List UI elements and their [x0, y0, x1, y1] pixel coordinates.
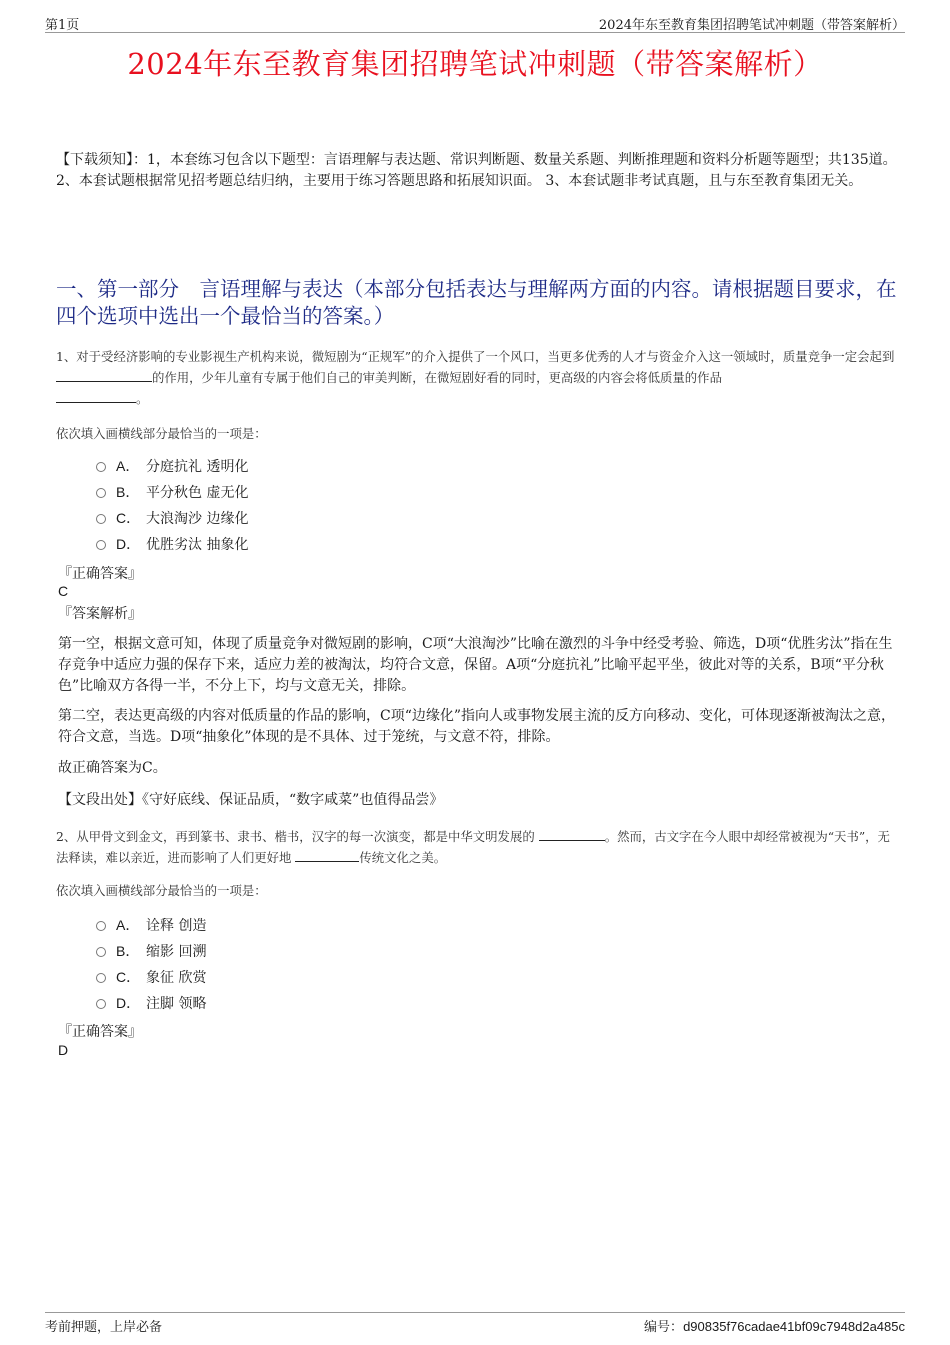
- option-b[interactable]: [96, 479, 248, 505]
- correct-answer: D: [58, 1042, 69, 1058]
- question-1-part-b: 的作用，少年儿童有专属于他们自己的审美判断，在微短剧好看的同时，更高级的内容会将低质量的作品: [152, 370, 722, 385]
- blank-1: [539, 828, 605, 841]
- question-2-part-a: 2、从甲骨文到金文，再到篆书、隶书、楷书，汉字的每一次演变，都是中华文明发展的: [56, 829, 535, 844]
- question-2-part-c: 传统文化之美。: [359, 850, 447, 865]
- analysis-paragraph-1: 第一空，根据文意可知，体现了质量竞争对微短剧的影响，C项“大浪淘沙”比喻在激烈的斗争中经受考验、筛选，D项“优胜劣汰”指在生存竞争中适应力强的保存下来，适应力差的被淘汰，均符合文意，保留。A项“分庭抗礼”比喻平起平坐，彼此对等的关系，B项“平分秋色”比喻双方各得一半，不分上下，均与文意无关，排除。: [58, 636, 893, 694]
- question-1-options: [96, 453, 248, 557]
- option-c[interactable]: [96, 964, 206, 990]
- option-letter: C．: [116, 510, 141, 526]
- option-letter: D．: [116, 536, 141, 552]
- question-2-options: [96, 912, 206, 1016]
- option-text: 大浪淘沙 边缘化: [146, 511, 249, 527]
- radio-icon[interactable]: [96, 514, 106, 524]
- option-text: 象征 欣赏: [146, 970, 207, 986]
- option-a[interactable]: [96, 912, 206, 938]
- question-2-prompt: 依次填入画横线部分最恰当的一项是：: [56, 883, 267, 898]
- radio-icon[interactable]: [96, 921, 106, 931]
- question-1-part-a: 1、对于受经济影响的专业影视生产机构来说，微短剧为“正规军”的介入提供了一个风口，当更多优秀的人才与资金介入这一领域时，质量竞争一定会起到: [56, 349, 895, 364]
- footer-slogan: 考前押题，上岸必备: [45, 1320, 163, 1335]
- radio-icon[interactable]: [96, 462, 106, 472]
- page-header: [45, 12, 905, 33]
- document-code: [644, 1316, 905, 1335]
- source-citation: 【文段出处】《守好底线、保证品质，“数字咸菜”也值得品尝》: [58, 792, 444, 808]
- option-letter: B．: [116, 484, 140, 500]
- option-a[interactable]: [96, 453, 248, 479]
- option-letter: B．: [116, 943, 140, 959]
- option-letter: A．: [116, 458, 140, 474]
- option-c[interactable]: [96, 505, 248, 531]
- radio-icon[interactable]: [96, 488, 106, 498]
- analysis-paragraph-2: 第二空，表达更高级的内容对低质量的作品的影响，C项“边缘化”指向人或事物发展主流的反方向移动、变化，可体现逐渐被淘汰之意，符合文意，当选。D项“抽象化”体现的是不具体、过于笼统，与文意不符，排除。: [58, 708, 896, 745]
- option-text: 诠释 创造: [146, 918, 207, 934]
- code-value: d90835f76cadae41bf09c7948d2a485c: [683, 1319, 905, 1334]
- radio-icon[interactable]: [96, 999, 106, 1009]
- radio-icon[interactable]: [96, 540, 106, 550]
- option-b[interactable]: [96, 938, 206, 964]
- download-notice: 【下载须知】：1，本套练习包含以下题型：言语理解与表达题、常识判断题、数量关系题、判断推理题和资料分析题等题型；共135道。 2、本套试题根据常见招考题总结归纳，主要用于练习答题思路和拓展知识面。 3、本套试题非考试真题，且与东至教育集团无关。: [56, 152, 897, 189]
- option-letter: A．: [116, 917, 140, 933]
- option-letter: D．: [116, 995, 141, 1011]
- section-title: 一、第一部分 言语理解与表达（本部分包括表达与理解两方面的内容。请根据题目要求，在四个选项中选出一个最恰当的答案。）: [56, 277, 897, 328]
- question-1-prompt: 依次填入画横线部分最恰当的一项是：: [56, 426, 267, 441]
- option-text: 分庭抗礼 透明化: [146, 459, 249, 475]
- radio-icon[interactable]: [96, 973, 106, 983]
- question-2-part-b: 。然而，古文字在今人眼中却经常被视为“天书”，无法释读，难以亲近，进而影响了人们更好地: [56, 829, 890, 865]
- analysis-conclusion: 故正确答案为C。: [58, 760, 167, 776]
- option-text: 平分秋色 虚无化: [146, 485, 249, 501]
- document-title: 2024年东至教育集团招聘笔试冲刺题（带答案解析）: [127, 47, 823, 81]
- question-1-text: [56, 346, 901, 409]
- answer-label: 『正确答案』: [58, 566, 142, 582]
- radio-icon[interactable]: [96, 947, 106, 957]
- blank-2: [56, 390, 136, 403]
- header-doc-title: 2024年东至教育集团招聘笔试冲刺题（带答案解析）: [598, 18, 905, 33]
- option-text: 优胜劣汰 抽象化: [146, 537, 249, 553]
- blank-2: [295, 849, 359, 862]
- answer-label: 『正确答案』: [58, 1024, 142, 1040]
- question-1-part-c: 。: [136, 391, 149, 406]
- option-d[interactable]: [96, 990, 206, 1016]
- page-number: 第1页: [45, 18, 80, 33]
- option-d[interactable]: [96, 531, 248, 557]
- analysis-label: 『答案解析』: [58, 606, 142, 622]
- correct-answer: C: [58, 583, 69, 599]
- option-text: 缩影 回溯: [146, 944, 207, 960]
- page-footer: [45, 1312, 905, 1333]
- code-label: 编号：: [644, 1320, 684, 1335]
- question-2-text: [56, 826, 901, 868]
- blank-1: [56, 369, 152, 382]
- option-letter: C．: [116, 969, 141, 985]
- option-text: 注脚 领略: [146, 996, 207, 1012]
